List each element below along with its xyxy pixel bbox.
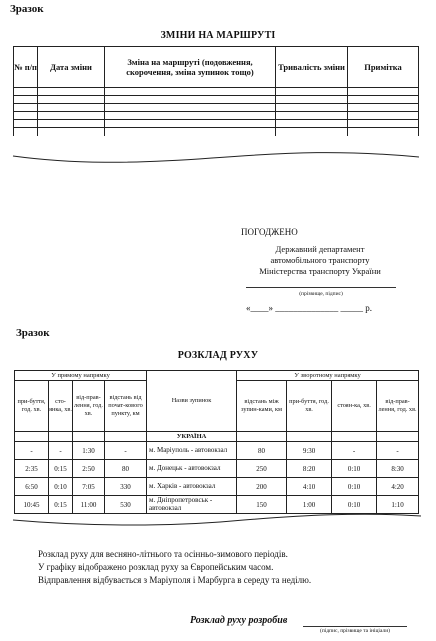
approval-line-2: автомобільного транспорту [270, 255, 370, 265]
cell-stop-name: м. Маріуполь - автовокзал [147, 442, 237, 460]
col-forward-arrival: при-буття, год. хв. [15, 381, 49, 432]
col-change-date: Дата зміни [38, 47, 105, 88]
table-row [15, 496, 419, 514]
cell-return-distance: 200 [237, 478, 287, 496]
col-forward-departure: від-прав-лення, год. хв. [73, 381, 105, 432]
table-row [14, 88, 419, 96]
col-duration: Тривалість зміни [276, 47, 348, 88]
cell-stop-name: м. Донецьк - автовокзал [147, 460, 237, 478]
cell-return-arrival: 4:10 [287, 478, 332, 496]
sample-label: Зразок [10, 3, 44, 15]
cell-return-arrival: 9:30 [287, 442, 332, 460]
cell-forward-distance: 80 [105, 460, 147, 478]
col-return-distance: відстань між зупин-ками, км [237, 381, 287, 432]
cell-return-arrival: 8:20 [287, 460, 332, 478]
region-row [15, 432, 419, 442]
cell-return-arrival: 1:00 [287, 496, 332, 514]
cell-return-departure: 1:10 [377, 496, 419, 514]
cell-forward-stay: 0:10 [49, 478, 73, 496]
cell-forward-arrival: - [15, 442, 49, 460]
approval-line-1: Державний департамент [275, 244, 365, 254]
cell-forward-departure: 1:30 [73, 442, 105, 460]
note-line: Розклад руху для весняно-літнього та осінньо-зимового періодів. [38, 549, 288, 559]
changes-header-row [14, 47, 419, 88]
approval-title: ПОГОДЖЕНО [241, 227, 298, 237]
cell-return-stay: - [332, 442, 377, 460]
cell-forward-stay: 0:15 [49, 460, 73, 478]
cell-stop-name: м. Харків - автовокзал [147, 478, 237, 496]
note-line: У графіку відображено розклад руху за Європейським часом. [38, 562, 274, 572]
schedule-title: РОЗКЛАД РУХУ [177, 350, 259, 361]
cell-return-distance: 250 [237, 460, 287, 478]
col-note: Примітка [348, 47, 419, 88]
schedule-table [14, 370, 419, 514]
cell-forward-departure: 2:50 [73, 460, 105, 478]
col-stop-names: Назви зупинок [147, 371, 237, 432]
col-return-departure: від-прав-лення, год. хв. [377, 381, 419, 432]
region-label: УКРАЇНА [147, 432, 237, 442]
cell-return-departure: 8:30 [377, 460, 419, 478]
table-row [14, 112, 419, 120]
forward-direction-header: У прямому напрямку [15, 371, 147, 381]
signature-line [246, 287, 396, 288]
changes-table [13, 46, 419, 136]
cell-forward-distance: 330 [105, 478, 147, 496]
torn-edge-bottom [12, 512, 422, 528]
table-row [15, 442, 419, 460]
cell-return-departure: - [377, 442, 419, 460]
cell-return-stay: 0:10 [332, 478, 377, 496]
cell-forward-stay: 0:15 [49, 496, 73, 514]
table-row [14, 128, 419, 137]
developer-caption: (підпис, прізвище та ініціали) [320, 628, 390, 634]
col-return-stay: стоян-ка, хв. [332, 381, 377, 432]
cell-forward-departure: 7:05 [73, 478, 105, 496]
cell-forward-arrival: 10:45 [15, 496, 49, 514]
return-direction-header: У зворотному напрямку [237, 371, 419, 381]
cell-stop-name: м. Дніпропетровськ - автовокзал [147, 496, 237, 514]
col-number: № п/п [14, 47, 38, 88]
approval-line-3: Міністерства транспорту України [259, 266, 381, 276]
cell-forward-stay: - [49, 442, 73, 460]
cell-forward-distance: - [105, 442, 147, 460]
cell-return-stay: 0:10 [332, 496, 377, 514]
signature-caption: (прізвище, підпис) [299, 291, 343, 297]
torn-edge-top [12, 152, 420, 166]
table-row [14, 96, 419, 104]
cell-forward-arrival: 2:35 [15, 460, 49, 478]
note-line: Відправлення відбувається з Маріуполя і Марбурга в середу та неділю. [38, 575, 312, 585]
cell-forward-distance: 530 [105, 496, 147, 514]
table-row [14, 104, 419, 112]
cell-return-distance: 150 [237, 496, 287, 514]
table-row [14, 120, 419, 128]
col-return-arrival: при-буття, год. хв. [287, 381, 332, 432]
table-row [15, 460, 419, 478]
changes-title: ЗМІНИ НА МАРШРУТІ [160, 30, 276, 41]
col-forward-distance: відстань від почат-кового пункту, км [105, 381, 147, 432]
developer-signature-line [303, 626, 407, 627]
col-forward-stay: сто-янка, хв. [49, 381, 73, 432]
cell-forward-departure: 11:00 [73, 496, 105, 514]
cell-return-stay: 0:10 [332, 460, 377, 478]
cell-forward-arrival: 6:50 [15, 478, 49, 496]
col-change-description: Зміна на маршруті (подовження, скорочення, зміна зупинок тощо) [105, 47, 276, 88]
developer-label: Розклад руху розробив [190, 615, 288, 626]
cell-return-departure: 4:20 [377, 478, 419, 496]
cell-return-distance: 80 [237, 442, 287, 460]
approval-date: «____» ______________ _____ р. [246, 303, 372, 313]
table-row [15, 478, 419, 496]
sample-label: Зразок [16, 327, 50, 339]
